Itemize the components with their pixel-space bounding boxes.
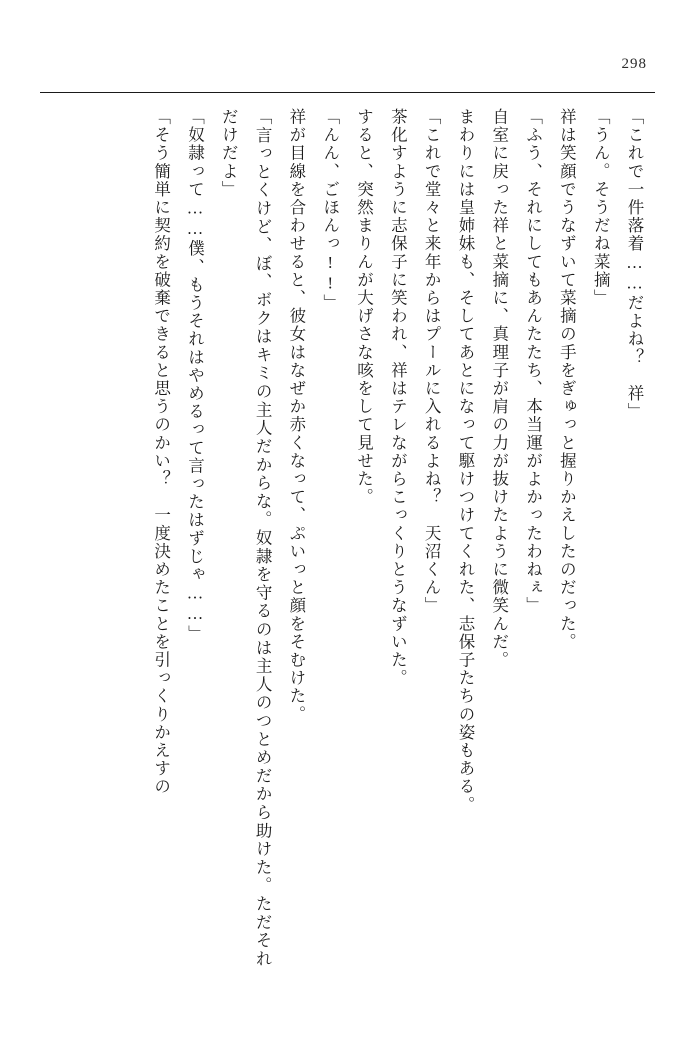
body-paragraph: 祥は笑顔でうなずいて菜摘の手をぎゅっと握りかえしたのだった。: [557, 108, 577, 651]
body-paragraph: 「そう簡単に契約を破棄できると思うのかい？ 一度決めたことを引っくりかえすの: [151, 108, 171, 796]
body-paragraph: 「これで堂々と来年からはプールに入れるよね？ 天沼くん」: [422, 108, 442, 615]
body-paragraph: まわりには皇姉妹も、そしてあとになって駆けつけてくれた、志保子たちの姿もある。: [455, 108, 475, 814]
body-paragraph: 祥が目線を合わせると、彼女はなぜか赤くなって、ぷいっと顔をそむけた。: [286, 108, 306, 724]
body-paragraph: 「奴隷って……僕、もうそれはやめるって言ったはずじゃ……」: [185, 108, 205, 643]
body-paragraph: 「んん、ごほんっ!!」: [320, 108, 340, 313]
body-paragraph: 「うん。そうだね菜摘」: [591, 108, 611, 308]
body-paragraph: 自室に戻った祥と菜摘に、真理子が肩の力が抜けたように微笑んだ。: [489, 108, 509, 670]
body-paragraph: 「これで一件落着……だよね？ 祥」: [625, 108, 644, 421]
page-body-text: [48, 108, 651, 968]
body-paragraph: 茶化すように志保子に笑われ、祥はテレながらこっくりとうなずいた。: [388, 108, 408, 688]
page-number: 298: [621, 56, 647, 72]
body-paragraph: 「言っとくけど、ぼ、ボクはキミの主人だからな。奴隷を守るのは主人のつとめだから助けた。ただそれだけだよ」: [219, 108, 273, 968]
body-paragraph: 「ふう、それにしてもあんたたち、本当運がよかったわねぇ」: [523, 108, 543, 615]
body-paragraph: すると、突然まりんが大げさな咳をして見せた。: [354, 108, 374, 507]
header-divider: [40, 92, 655, 93]
